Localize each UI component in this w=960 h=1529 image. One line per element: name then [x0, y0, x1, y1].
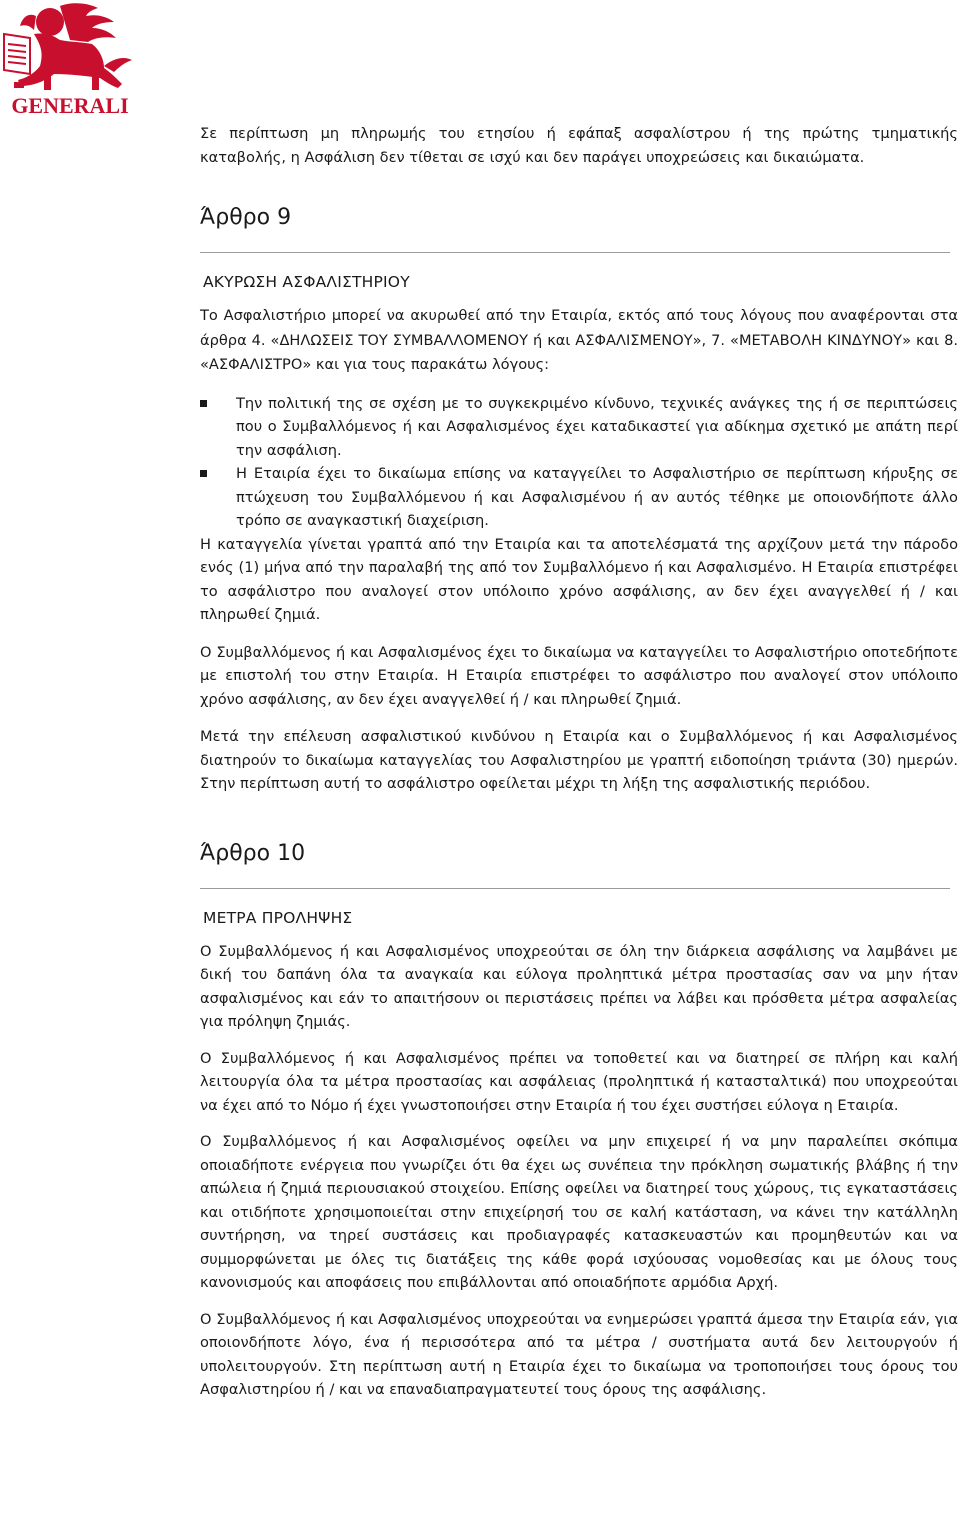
list-item-text: Την πολιτική της σε σχέση με το συγκεκριμένο κίνδυνο, τεχνικές ανάγκες της ή σε περιπτώσεις που ο Συμβαλλόμενος ή και Ασφαλισμένος έχει καταδικαστεί για αδίκημα σχετικό με απάτη περί την ασφάλιση. [236, 394, 958, 459]
document-body [200, 122, 958, 1402]
bullet-square-icon [200, 400, 207, 407]
article-10-paragraph-4: Ο Συμβαλλόμενος ή και Ασφαλισμένος υποχρεούται να ενημερώσει γραπτά άμεσα την Εταιρία εάν, για οποιονδήποτε λόγο, ένα ή περισσότερα από τα μέτρα / συστήματα αυτά δεν λειτουργούν ή υπολειτουργούν. Στη περίπτωση αυτή η Εταιρία έχει το δικαίωμα να τροποποιήσει τους όρους του Ασφαλιστηρίου ή / και να επαναδιαπραγματευτεί τους όρους της ασφάλισης. [200, 1310, 958, 1398]
list-item [200, 392, 958, 463]
article-10-title: Άρθρο 10 [200, 840, 306, 866]
article-10-paragraph-2: Ο Συμβαλλόμενος ή και Ασφαλισμένος πρέπει να τοποθετεί και να διατηρεί σε πλήρη και καλή λειτουργία όλα τα μέτρα προστασίας και ασφάλειας (προληπτικά ή κατασταλτικά) που υποχρεούται να έχει από το Νόμο ή έχει γνωστοποιήσει στην Εταιρία ή του έχει συστήσει εύλογα η Εταιρία. [200, 1049, 958, 1114]
list-item [200, 462, 958, 533]
intro-paragraph: Σε περίπτωση μη πληρωμής του ετησίου ή εφάπαξ ασφαλίστρου ή της πρώτης τμηματικής καταβολής, η Ασφάλιση δεν τίθεται σε ισχύ και δεν παράγει υποχρεώσεις και δικαιώματα. [200, 125, 958, 166]
article-9-heading: ΑΚΥΡΩΣΗ ΑΣΦΑΛΙΣΤΗΡΙΟΥ [203, 273, 410, 291]
logo-wordmark: GENERALI [11, 93, 129, 118]
lion-head [36, 8, 64, 36]
article-9-paragraph-1: Το Ασφαλιστήριο μπορεί να ακυρωθεί από την Εταιρία, εκτός από τους λόγους που αναφέρονται στα άρθρα 4. «ΔΗΛΩΣΕΙΣ ΤΟΥ ΣΥΜΒΑΛΛΟΜΕΝΟΥ ή και ΑΣΦΑΛΙΣΜΕΝΟΥ», 7. «ΜΕΤΑΒΟΛΗ ΚΙΝΔΥΝΟΥ» και 8. «ΑΣΦΑΛΙΣΤΡΟ» και για τους παρακάτω λόγους: [200, 307, 958, 373]
article-9-title: Άρθρο 9 [200, 205, 292, 230]
article-9-paragraph-3: Ο Συμβαλλόμενος ή και Ασφαλισμένος έχει το δικαίωμα να καταγγείλει το Ασφαλιστήριο οποτεδήποτε με επιστολή του στην Εταιρία. Η Εταιρία επιστρέφει το ασφάλιστρο που αναλογεί στον υπόλοιπο χρόνο ασφάλισης, αν δεν έχει αναγγελθεί ή / και πληρωθεί ζημιά. [200, 643, 958, 708]
bullet-square-icon [200, 470, 207, 477]
article-9-paragraph-4: Μετά την επέλευση ασφαλιστικού κινδύνου η Εταιρία και ο Συμβαλλόμενος ή και Ασφαλισμένος διατηρούν το δικαίωμα καταγγελίας του Ασφαλιστηρίου με γραπτή ειδοποίηση τριάντα (30) ημερών. Στην περίπτωση αυτή το ασφάλιστρο οφείλεται μέχρι τη λήξη της ασφαλιστικής περιόδου. [200, 728, 958, 792]
article-10-paragraph-3: Ο Συμβαλλόμενος ή και Ασφαλισμένος οφείλει να μην επιχειρεί ή να μην παραλείπει σκόπιμα οποιαδήποτε ενέργεια που γνωρίζει ότι θα έχει ως συνέπεια την πρόκληση σωματικής βλάβης ή την απώλεια ή ζημιά περιουσιακού στοιχείου. Επίσης οφείλει να διατηρεί τους χώρους, τις εγκαταστάσεις και οτιδήποτε χρησιμοποιείται στην επιχείρησή του σε καλή κατάσταση, να κάνει την κατάλληλη συντήρηση, να τηρεί συστάσεις και προδιαγραφές κατασκευαστών και προμηθευτών και να συμμορφώνεται με όλες τις διατάξεις της κάθε φορά ισχύουσας νομοθεσίας και με όλους τους κανονισμούς και αποφάσεις που επιβάλλονται από οποιαδήποτε αρμόδια Αρχή. [200, 1133, 958, 1291]
generali-logo [0, 0, 140, 120]
article-9-paragraph-2: Η καταγγελία γίνεται γραπτά από την Εταιρία και τα αποτελέσματά της αρχίζουν μετά την πάροδο ενός (1) μήνα από την παραλαβή της από τον Συμβαλλόμενο ή και Ασφαλισμένο. Η Εταιρία επιστρέφει το ασφάλιστρο που αναλογεί στον υπόλοιπο χρόνο ασφάλισης, αν δεν έχει αναγγελθεί ή / και πληρωθεί ζημιά. [200, 535, 958, 623]
wing-shape [60, 3, 116, 42]
list-item-text: Η Εταιρία έχει το δικαίωμα επίσης να καταγγείλει το Ασφαλιστήριο σε περίπτωση κήρυξης σε πτώχευση του Συμβαλλόμενου ή και Ασφαλισμένου ή αν αυτός τέθηκε με οποιονδήποτε άλλο τρόπο σε αναγκαστική διαχείριση. [236, 465, 958, 529]
article-10-heading: ΜΕΤΡΑ ΠΡΟΛΗΨΗΣ [203, 908, 353, 927]
book-icon [4, 34, 30, 74]
article-10-paragraph-1: Ο Συμβαλλόμενος ή και Ασφαλισμένος υποχρεούται σε όλη την διάρκεια ασφάλισης να λαμβάνει με δική του δαπάνη όλα τα αναγκαία και εύλογα προληπτικά μέτρα προστασίας σαν να μην ήταν ασφαλισμένος και εάν το απαιτήσουν οι περιστάσεις πρέπει να λάβει και πρόσθετα μέτρα ασφαλείας για πρόληψη ζημιάς. [200, 942, 958, 1030]
